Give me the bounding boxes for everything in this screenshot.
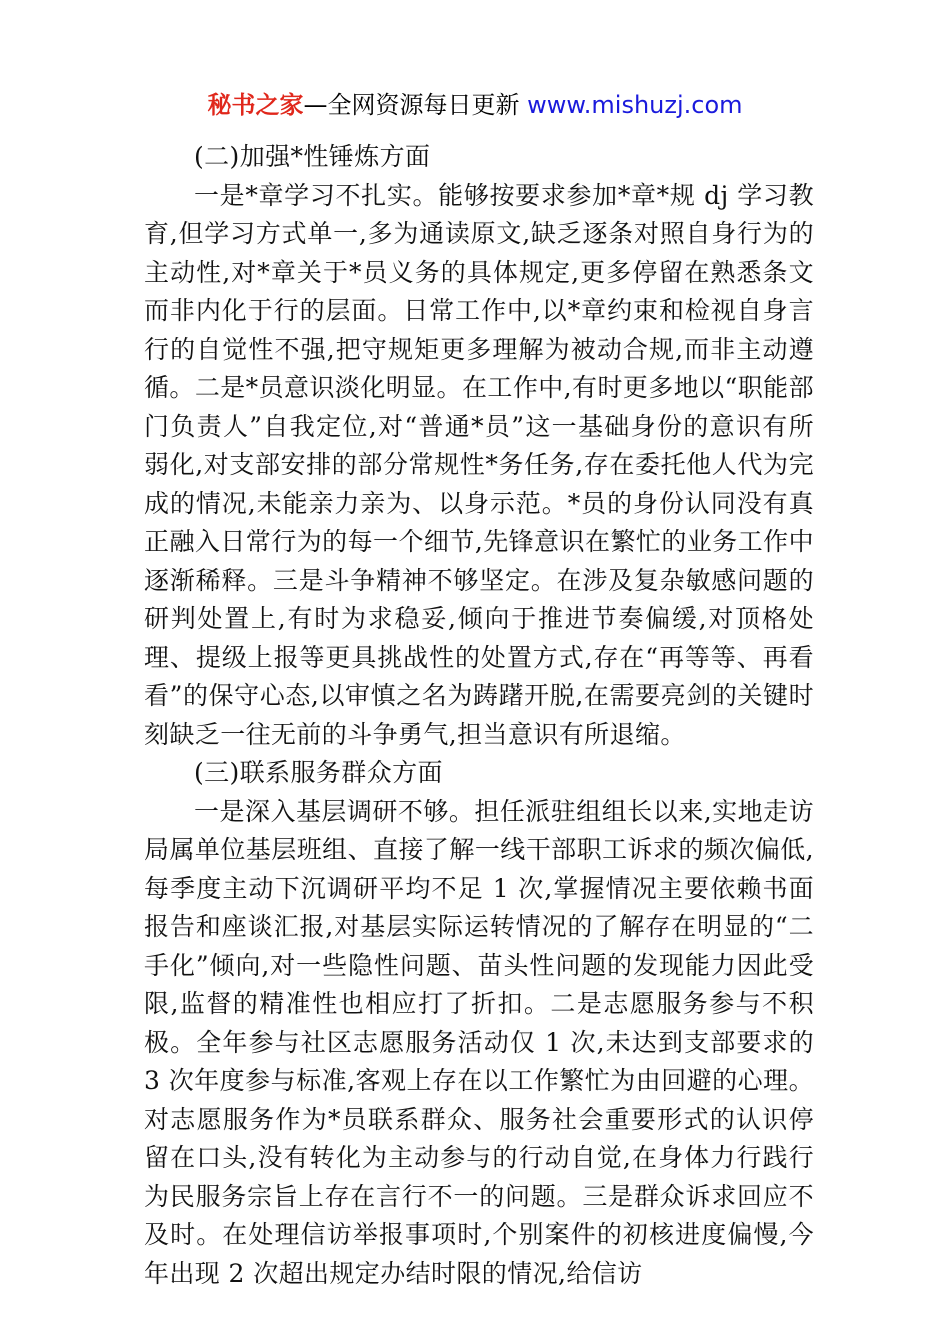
document-body	[144, 138, 814, 1293]
brand-name: 秘书之家	[207, 91, 304, 119]
section-heading-2: (二)加强*性锤炼方面	[194, 142, 431, 171]
section-paragraph-2: 一是*章学习不扎实。能够按要求参加*章*规 dj 学习教育,但学习方式单一,多为通读原文,缺乏逐条对照自身行为的主动性,对*章关于*员义务的具体规定,更多停留在熟悉条文而非内化于行的层面。日常工作中,以*章约束和检视自身言行的自觉性不强,把守规矩更多理解为被动合规,而非主动遵循。二是*员意识淡化明显。在工作中,有时更多地以“职能部门负责人”自我定位,对“普通*员”这一基础身份的意识有所弱化,对支部安排的部分常规性*务任务,存在委托他人代为完成的情况,未能亲力亲为、以身示范。*员的身份认同没有真正融入日常行为的每一个细节,先锋意识在繁忙的业务工作中逐渐稀释。三是斗争精神不够坚定。在涉及复杂敏感问题的研判处置上,有时为求稳妥,倾向于推进节奏偏缓,对顶格处理、提级上报等更具挑战性的处置方式,存在“再等等、再看看”的保守心态,以审慎之名为踌躇开脱,在需要亮剑的关键时刻缺乏一往无前的斗争勇气,担当意识有所退缩。	[144, 180, 814, 749]
header-tagline: —全网资源每日更新	[303, 91, 528, 119]
site-url-link[interactable]: www.mishuzj.com	[527, 91, 743, 119]
section-paragraph-3: 一是深入基层调研不够。担任派驻组组长以来,实地走访局属单位基层班组、直接了解一线干部职工诉求的频次偏低,每季度主动下沉调研平均不足 1 次,掌握情况主要依赖书面报告和座谈汇报,对基层实际运转情况的了解存在明显的“二手化”倾向,对一些隐性问题、苗头性问题的发现能力因此受限,监督的精准性也相应打了折扣。二是志愿服务参与不积极。全年参与社区志愿服务活动仅 1 次,未达到支部要求的 3 次年度参与标准,客观上存在以工作繁忙为由回避的心理。对志愿服务作为*员联系群众、服务社会重要形式的认识停留在口头,没有转化为主动参与的行动自觉,在身体力行践行为民服务宗旨上存在言行不一的问题。三是群众诉求回应不及时。在处理信访举报事项时,个别案件的初核进度偏慢,今年出现 2 次超出规定办结时限的情况,给信访	[144, 796, 814, 1288]
section-heading-3: (三)联系服务群众方面	[194, 758, 443, 787]
site-header	[0, 88, 950, 122]
